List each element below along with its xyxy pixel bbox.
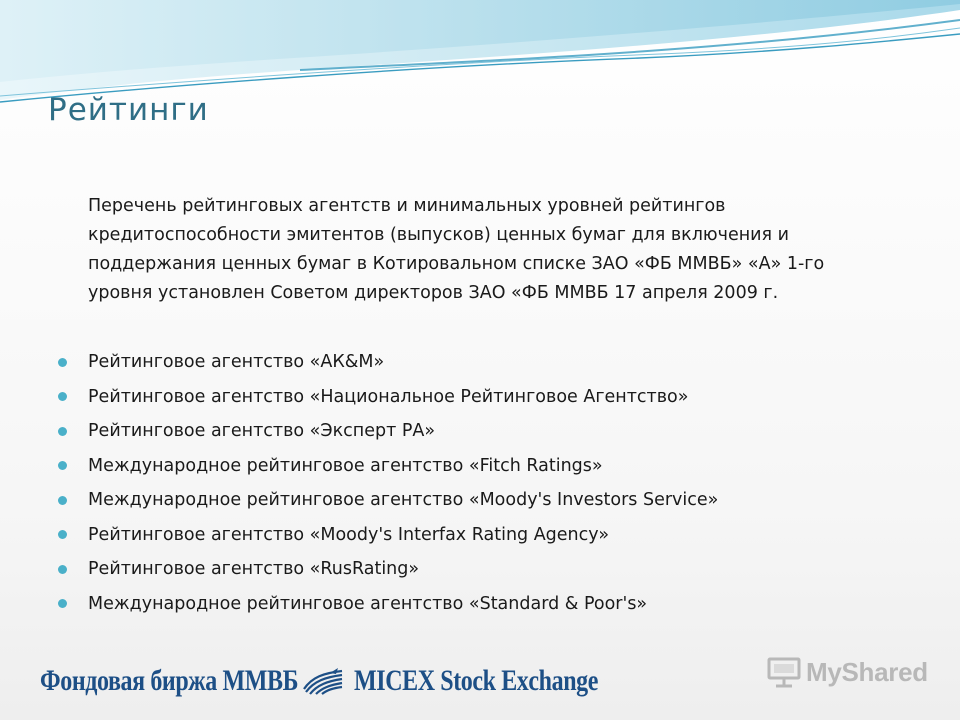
slide-title: Рейтинги (48, 92, 209, 128)
list-item (58, 380, 718, 415)
bullet-icon (58, 392, 67, 401)
bullet-icon (58, 530, 67, 539)
logo-text-en: MICEX Stock Exchange (354, 664, 599, 697)
bullet-icon (58, 496, 67, 505)
list-item-label: Международное рейтинговое агентство «Standard & Poor's» (88, 593, 648, 614)
list-item-label: Международное рейтинговое агентство «Moody's Investors Service» (88, 490, 719, 511)
bull-stripes-icon (302, 667, 344, 695)
bullet-icon (58, 599, 67, 608)
presentation-board-icon (766, 656, 802, 688)
list-item (58, 345, 718, 380)
list-item-label: Рейтинговое агентство «АК&М» (88, 352, 385, 373)
list-item-label: Рейтинговое агентство «Национальное Рейтинговое Агентство» (88, 386, 689, 407)
list-item (58, 518, 718, 553)
list-item-label: Международное рейтинговое агентство «Fitch Ratings» (88, 455, 603, 476)
micex-logo (40, 664, 614, 698)
list-item (58, 587, 718, 622)
agency-list (58, 345, 718, 621)
list-item (58, 483, 718, 518)
list-item (58, 414, 718, 449)
bullet-icon (58, 565, 67, 574)
bullet-icon (58, 358, 67, 367)
list-item-label: Рейтинговое агентство «Moody's Interfax Rating Agency» (88, 524, 610, 545)
intro-paragraph: Перечень рейтинговых агентств и минимальных уровней рейтингов кредитоспособности эмитентов (выпусков) ценных бумаг для включения и поддержания ценных бумаг в Котировальном списке ЗАО «ФБ ММВБ» «А» 1-го уровня установлен Советом директоров ЗАО «ФБ ММВБ 17 апреля 2009 г. (88, 196, 825, 303)
watermark-text: MyShared (806, 656, 928, 687)
list-item-label: Рейтинговое агентство «Эксперт РА» (88, 421, 436, 442)
bullet-icon (58, 461, 67, 470)
myshared-watermark (766, 656, 928, 688)
logo-text-ru: Фондовая биржа ММВБ (40, 664, 299, 697)
bullet-icon (58, 427, 67, 436)
list-item (58, 552, 718, 587)
list-item (58, 449, 718, 484)
list-item-label: Рейтинговое агентство «RusRating» (88, 559, 420, 580)
